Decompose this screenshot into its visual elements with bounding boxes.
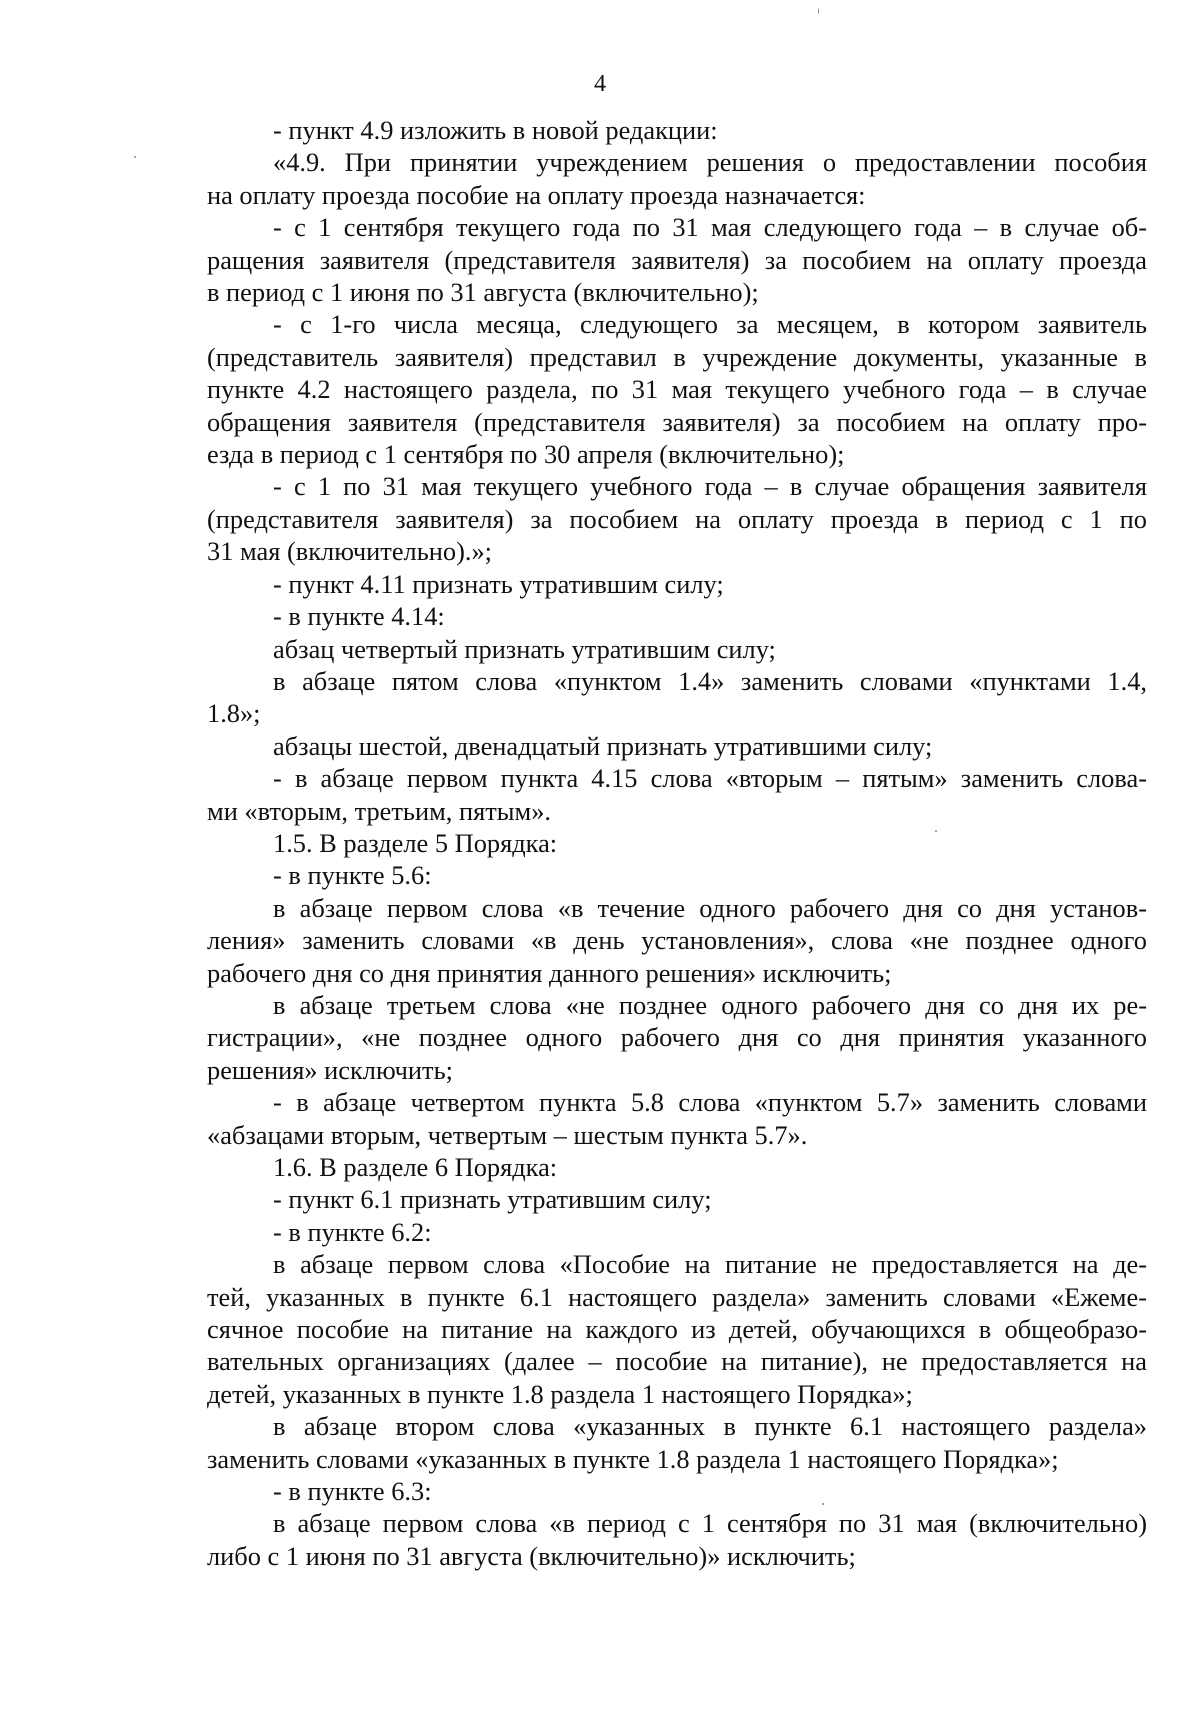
text-line: 1.5. В разделе 5 Порядка: (273, 827, 558, 858)
text-line: - с 1 сентября текущего года по 31 мая следующего года – в случае об- (273, 212, 1147, 243)
text-line: гистрации», «не позднее одного рабочего дня со дня принятия указанного (207, 1022, 1147, 1053)
text-line: 31 мая (включительно).»; (207, 536, 492, 567)
text-line: абзац четвертый признать утратившим силу; (273, 633, 776, 664)
paragraph (207, 114, 1147, 146)
text-line: «абзацами вторым, четвертым – шестым пункта 5.7». (207, 1119, 808, 1150)
text-line: в абзаце первом слова «в период с 1 сентября по 31 мая (включительно) (273, 1508, 1147, 1539)
text-line: - в пункте 5.6: (273, 860, 432, 891)
paragraph (207, 1183, 1147, 1215)
text-line: 1.8»; (207, 698, 261, 729)
text-line: детей, указанных в пункте 1.8 раздела 1 настоящего Порядка»; (207, 1378, 913, 1409)
text-line: решения» исключить; (207, 1054, 453, 1085)
text-line: в абзаце первом слова «в течение одного рабочего дня со дня установ- (273, 892, 1147, 923)
text-line: - пункт 4.11 признать утратившим силу; (273, 568, 724, 599)
paragraph (207, 1151, 1147, 1183)
text-line: 1.6. В разделе 6 Порядка: (273, 1152, 558, 1182)
text-line: абзацы шестой, двенадцатый признать утратившими силу; (273, 730, 933, 761)
text-line: заменить словами «указанных в пункте 1.8 раздела 1 настоящего Порядка»; (207, 1443, 1059, 1474)
text-line: - в пункте 6.2: (273, 1216, 432, 1247)
paragraph (207, 827, 1147, 859)
text-line: - пункт 4.9 изложить в новой редакции: (273, 115, 718, 145)
paragraph (207, 470, 1147, 567)
paragraph (207, 1410, 1147, 1475)
text-line: в абзаце пятом слова «пунктом 1.4» заменить словами «пунктами 1.4, (273, 665, 1147, 696)
text-line: в период с 1 июня по 31 августа (включительно); (207, 277, 759, 308)
paragraph (207, 146, 1147, 211)
paragraph (207, 1507, 1147, 1572)
paragraph (207, 211, 1147, 308)
text-line: - в абзаце четвертом пункта 5.8 слова «пунктом 5.7» заменить словами (273, 1087, 1147, 1118)
paragraph (207, 989, 1147, 1086)
text-line: - в абзаце первом пункта 4.15 слова «вторым – пятым» заменить слова- (273, 763, 1147, 794)
text-line: - пункт 6.1 признать утратившим силу; (273, 1184, 712, 1215)
text-line: рабочего дня со дня принятия данного решения» исключить; (207, 957, 892, 988)
scan-speck (818, 8, 819, 14)
paragraph (207, 1216, 1147, 1248)
paragraph (207, 730, 1147, 762)
paragraph (207, 568, 1147, 600)
text-line: в абзаце третьем слова «не позднее одного рабочего дня со дня их ре- (273, 989, 1147, 1020)
text-line: езда в период с 1 сентября по 30 апреля (включительно); (207, 439, 845, 470)
page-number: 4 (594, 71, 606, 97)
paragraph (207, 762, 1147, 827)
text-line: обращения заявителя (представителя заявителя) за пособием на оплату про- (207, 406, 1147, 437)
scan-speck (935, 830, 937, 832)
text-line: тей, указанных в пункте 6.1 настоящего раздела» заменить словами «Ежеме- (207, 1281, 1147, 1312)
text-line: пункте 4.2 настоящего раздела, по 31 мая текущего учебного года – в случае (207, 374, 1147, 405)
text-line: либо с 1 июня по 31 августа (включительно)» исключить; (207, 1540, 856, 1571)
text-line: (представитель заявителя) представил в учреждение документы, указанные в (207, 341, 1147, 372)
text-line: - с 1 по 31 мая текущего учебного года – в случае обращения заявителя (273, 471, 1147, 502)
paragraph (207, 600, 1147, 632)
text-line: «4.9. При принятии учреждением решения о предоставлении пособия (273, 147, 1147, 178)
text-line: ращения заявителя (представителя заявителя) за пособием на оплату проезда (207, 244, 1147, 275)
paragraph (207, 1248, 1147, 1410)
text-line: на оплату проезда пособие на оплату проезда назначается: (207, 179, 866, 210)
scan-speck (134, 156, 136, 158)
paragraph (207, 1086, 1147, 1151)
text-line: вательных организациях (далее – пособие на питание), не предоставляется на (207, 1346, 1147, 1377)
text-line: ми «вторым, третьим, пятым». (207, 795, 551, 826)
text-line: (представителя заявителя) за пособием на оплату проезда в период с 1 по (207, 503, 1147, 534)
text-line: в абзаце первом слова «Пособие на питание не предоставляется на де- (273, 1249, 1147, 1280)
text-line: в абзаце втором слова «указанных в пункте 6.1 настоящего раздела» (273, 1411, 1147, 1442)
text-line: - в пункте 4.14: (273, 601, 445, 632)
text-line: - с 1-го числа месяца, следующего за месяцем, в котором заявитель (273, 309, 1147, 340)
text-line: - в пункте 6.3: (273, 1476, 432, 1507)
paragraph (207, 308, 1147, 470)
paragraph (207, 892, 1147, 989)
paragraph (207, 859, 1147, 891)
text-line: ления» заменить словами «в день установления», слова «не позднее одного (207, 925, 1147, 956)
paragraph (207, 665, 1147, 730)
document-body (207, 114, 1147, 1572)
text-line: сячное пособие на питание на каждого из детей, обучающихся в общеобразо- (207, 1314, 1147, 1345)
paragraph (207, 633, 1147, 665)
scan-speck (822, 1503, 824, 1505)
paragraph (207, 1475, 1147, 1507)
